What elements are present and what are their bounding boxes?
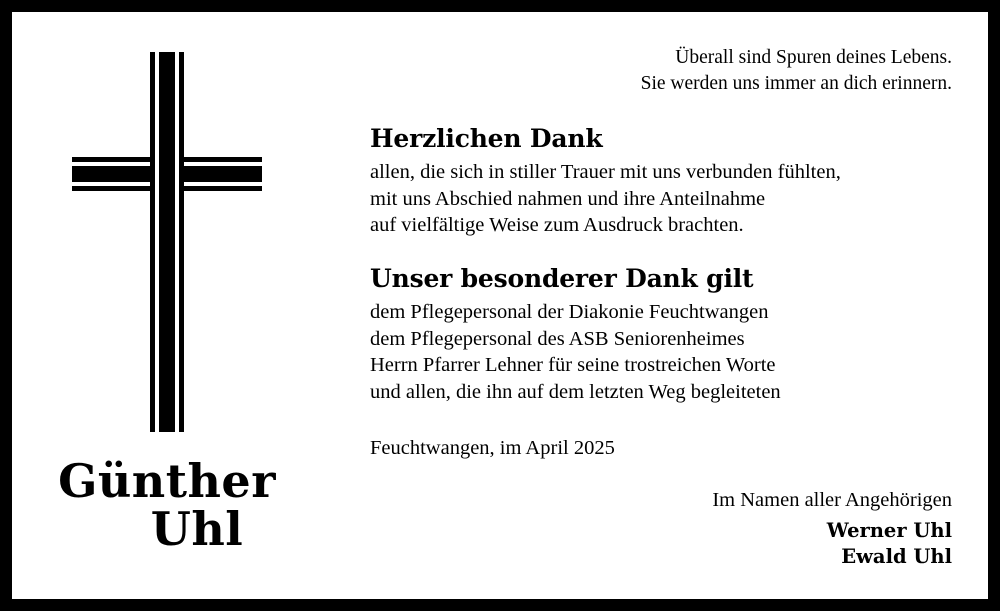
place-and-date: Feuchtwangen, im April 2025 xyxy=(370,437,615,459)
signature-name-1: Werner Uhl xyxy=(826,519,952,543)
thanks-body xyxy=(370,159,841,239)
special-thanks-heading: Unser besonderer Dank gilt xyxy=(370,264,754,293)
thanks-line-3: auf vielfältige Weise zum Ausdruck brachten. xyxy=(370,214,744,237)
special-thanks-block xyxy=(370,264,781,406)
special-thanks-body xyxy=(370,299,781,406)
signature-names xyxy=(712,518,952,571)
signature-intro: Im Namen aller Angehörigen xyxy=(712,489,952,511)
thanks-heading: Herzlichen Dank xyxy=(370,124,603,153)
deceased-name xyxy=(12,454,322,557)
christian-cross-icon xyxy=(72,52,262,432)
deceased-first-name: Günther xyxy=(58,454,276,508)
epitaph-line-1: Überall sind Spuren deines Lebens. xyxy=(675,47,952,68)
thanks-block xyxy=(370,124,841,239)
signature-block xyxy=(712,487,952,571)
cross-beam-intersection xyxy=(150,157,184,191)
left-column xyxy=(12,12,342,599)
thanks-line-1: allen, die sich in stiller Trauer mit uns verbunden fühlten, xyxy=(370,161,841,183)
special-thanks-line-1: dem Pflegepersonal der Diakonie Feuchtwangen xyxy=(370,301,769,323)
signature-name-2: Ewald Uhl xyxy=(841,545,952,569)
special-thanks-line-4: und allen, die ihn auf dem letzten Weg begleiteten xyxy=(370,380,781,403)
epitaph xyxy=(641,45,952,96)
obituary-ad-card xyxy=(10,10,990,601)
thanks-line-2: mit uns Abschied nahmen und ihre Anteilnahme xyxy=(370,187,766,210)
cross-vertical-beam xyxy=(150,52,184,432)
right-column xyxy=(342,12,988,599)
deceased-last-name: Uhl xyxy=(150,502,244,557)
special-thanks-line-2: dem Pflegepersonal des ASB Seniorenheimes xyxy=(370,327,745,350)
epitaph-line-2: Sie werden uns immer an dich erinnern. xyxy=(640,72,952,94)
special-thanks-line-3: Herrn Pfarrer Lehner für seine trostreichen Worte xyxy=(370,354,776,377)
